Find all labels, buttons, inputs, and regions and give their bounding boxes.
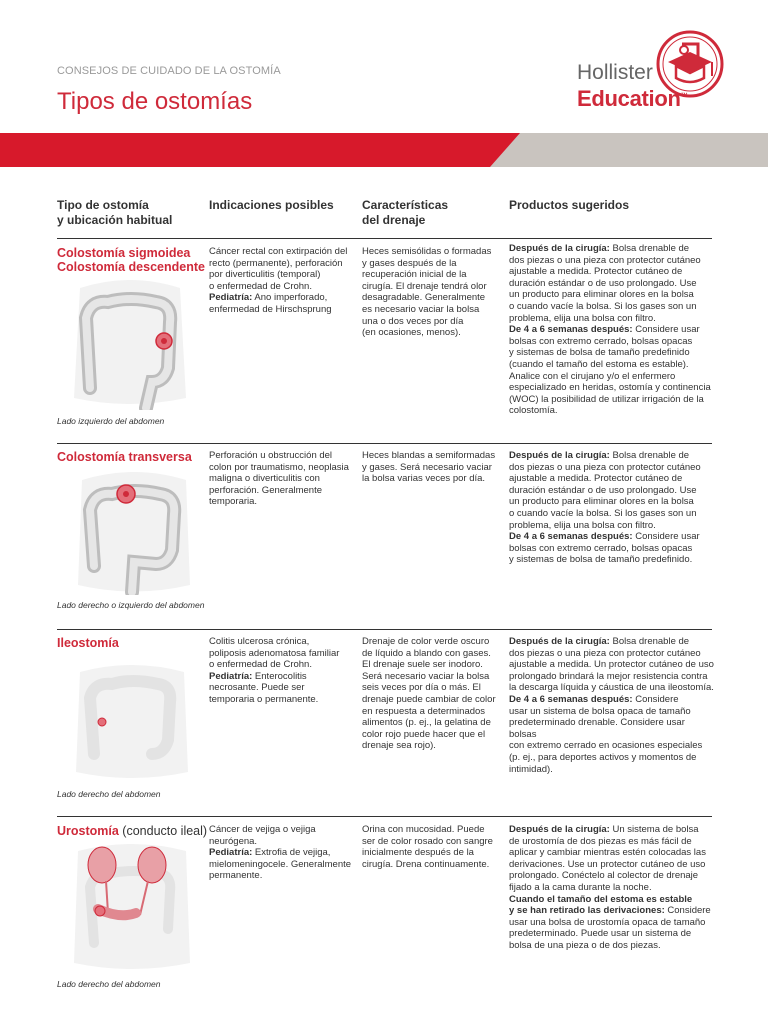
drainage-cell <box>362 636 502 752</box>
text-line <box>209 473 354 485</box>
text-line <box>209 836 354 848</box>
page-kicker: CONSEJOS DE CUIDADO DE LA OSTOMÍA <box>57 65 281 77</box>
line-text: problema, elija una bolsa con filtro. <box>509 312 656 324</box>
line-text: Considere usar <box>632 324 700 336</box>
line-text: necrosante. Puede ser <box>209 682 305 694</box>
line-text: mielomeningocele. Generalmente <box>209 858 352 870</box>
text-line <box>209 281 354 293</box>
line-text: usar un sistema de bolsa opaca de tamaño <box>509 705 691 717</box>
text-line: drenaje sea rojo). <box>362 740 436 752</box>
row-divider <box>57 443 712 444</box>
text-line <box>509 243 714 255</box>
text-line <box>509 836 714 848</box>
row-title-sigmoid: Colostomía sigmoidea Colostomía descendente <box>57 246 205 274</box>
text-line <box>209 870 354 882</box>
bold-lead: Pediatría: <box>209 670 253 682</box>
line-text: bolsas con extremo cerrado, bolsas opacas <box>509 542 693 554</box>
colon-icon <box>64 470 204 595</box>
text-line <box>209 682 354 694</box>
line-text: Ano imperforado, <box>252 292 328 304</box>
text-line <box>509 917 714 929</box>
text-line <box>509 882 714 894</box>
line-text: dos piezas o una pieza con protector cutáneo <box>509 461 701 473</box>
text-line: Heces semisólidas o formadas <box>362 246 492 257</box>
logo-text-hollister: Hollister <box>577 61 653 84</box>
line-text: maligna o diverticulitis con <box>209 473 320 485</box>
line-text: poliposis adenomatosa familiar <box>209 647 340 659</box>
bold-lead: Pediatría: <box>209 847 253 859</box>
line-text: intimidad). <box>509 763 553 775</box>
text-line <box>509 717 714 740</box>
text-line <box>209 269 354 281</box>
line-text: fijado a la cama durante la noche. <box>509 881 652 893</box>
text-line <box>509 648 714 660</box>
text-line <box>509 266 714 278</box>
text-line <box>509 301 714 313</box>
text-line: seis veces por día o más. El <box>362 682 481 694</box>
text-line: de líquido a blando con gases. <box>362 647 491 659</box>
bold-lead: De 4 a 6 semanas después: <box>509 324 633 336</box>
text-line <box>509 894 714 906</box>
logo-text-education: Education™ <box>577 86 688 111</box>
text-line: y gases después de la <box>362 257 457 269</box>
column-header-products: Productos sugeridos <box>509 198 630 212</box>
bold-lead: Pediatría: <box>209 292 253 304</box>
line-text: neurógena. <box>209 835 258 847</box>
line-text: colon por traumatismo, neoplasia <box>209 461 349 473</box>
line-text: especializado en heridas, ostomía y continencia <box>509 382 711 394</box>
column-header-type: Tipo de ostomía y ubicación habitual <box>57 198 173 227</box>
indications-cell <box>209 450 354 508</box>
text-line: es necesario vaciar la bolsa <box>362 303 480 315</box>
text-line <box>209 671 354 683</box>
line-text: Considere usar <box>632 531 700 543</box>
bold-lead: De 4 a 6 semanas después: <box>509 693 633 705</box>
line-text: dos piezas o una pieza con protector cutáneo <box>509 647 701 659</box>
text-line <box>509 289 714 301</box>
line-text: duración estándar o de uso prolongado. Use <box>509 277 697 289</box>
text-line <box>209 496 354 508</box>
line-text: (WOC) la posibilidad de utilizar irrigación de la <box>509 393 704 405</box>
text-line <box>509 682 714 694</box>
text-line <box>509 859 714 871</box>
text-line: desagradable. Generalmente <box>362 292 486 304</box>
text-line <box>509 278 714 290</box>
drainage-cell <box>362 450 502 485</box>
text-line <box>209 246 354 258</box>
text-line <box>509 405 714 417</box>
products-cell <box>509 824 714 952</box>
text-line <box>209 292 354 304</box>
products-cell <box>509 243 714 417</box>
line-text: prolongado. Conéctelo al colector de drenaje <box>509 870 699 882</box>
text-line: cirugía. El drenaje tendrá olor <box>362 280 487 292</box>
drainage-cell <box>362 824 502 870</box>
line-text: por diverticulitis (temporal) <box>209 269 321 281</box>
line-text: de urostomía de dos piezas es más fácil de <box>509 835 692 847</box>
line-text: Colitis ulcerosa crónica, <box>209 636 310 647</box>
text-line <box>509 371 714 383</box>
text-line: en respuesta a determinados <box>362 705 486 717</box>
row-divider <box>57 629 712 630</box>
text-line <box>509 636 714 648</box>
line-text: Bolsa drenable de <box>609 243 690 254</box>
kidney-icon <box>64 843 200 971</box>
line-text: Considere <box>664 905 711 917</box>
text-line <box>509 659 714 671</box>
row-divider <box>57 816 712 817</box>
text-line <box>509 671 714 683</box>
text-line <box>509 462 714 474</box>
line-text: Un sistema de bolsa <box>609 824 699 835</box>
text-line <box>509 324 714 336</box>
colon-icon <box>60 278 200 410</box>
text-line <box>509 543 714 555</box>
text-line <box>209 847 354 859</box>
line-text: Bolsa drenable de <box>609 636 690 647</box>
text-line: una o dos veces por día <box>362 315 464 327</box>
line-text: y sistemas de bolsa de tamaño predefinido. <box>509 554 693 566</box>
bold-lead: Después de la cirugía: <box>509 824 610 835</box>
text-line <box>509 382 714 394</box>
text-line: alimentos (p. ej., la gelatina de <box>362 717 491 729</box>
text-line <box>209 636 354 648</box>
text-line <box>509 740 714 752</box>
line-text: con extremo cerrado en ocasiones especiales <box>509 740 703 752</box>
bold-lead: Después de la cirugía: <box>509 243 610 254</box>
bold-lead: Después de la cirugía: <box>509 450 610 461</box>
small-intestine-icon <box>66 664 198 780</box>
text-line <box>209 824 354 836</box>
text-line <box>209 304 354 316</box>
line-text: problema, elija una bolsa con filtro. <box>509 519 656 531</box>
text-line <box>509 473 714 485</box>
line-text: ajustable a medida. Protector cutáneo de <box>509 266 683 278</box>
text-line <box>209 485 354 497</box>
text-line <box>509 508 714 520</box>
text-line: drenaje puede cambiar de color <box>362 693 496 705</box>
text-line <box>509 485 714 497</box>
line-text: recto (permanente), perforación <box>209 257 343 269</box>
text-line <box>509 554 714 566</box>
line-text: Perforación u obstrucción del <box>209 450 333 461</box>
text-line: color rojo puede hacer que el <box>362 728 486 740</box>
line-text: permanente. <box>209 870 263 882</box>
line-text: usar una bolsa de urostomía opaca de tamaño <box>509 916 706 928</box>
line-text: aplicar y cambiar mientras estén colocadas las <box>509 847 706 859</box>
line-text: o enfermedad de Crohn. <box>209 659 312 671</box>
line-text: (cuando el tamaño del estoma es estable). <box>509 358 689 370</box>
row-divider <box>57 238 712 239</box>
text-line: recuperación inicial de la <box>362 269 467 281</box>
text-line <box>509 255 714 267</box>
text-line <box>209 859 354 871</box>
text-line <box>209 450 354 462</box>
bold-lead: De 4 a 6 semanas después: <box>509 531 633 543</box>
text-line <box>509 520 714 532</box>
text-line: Drenaje de color verde oscuro <box>362 636 490 647</box>
bold-lead: Cuando el tamaño del estoma es estable <box>509 893 693 905</box>
text-line <box>509 752 714 764</box>
line-text: o cuando vacíe la bolsa. Si los gases son un <box>509 507 697 519</box>
row-caption: Lado izquierdo del abdomen <box>57 416 165 426</box>
text-line <box>509 928 714 940</box>
page-title: Tipos de ostomías <box>57 88 253 115</box>
text-line: El drenaje suele ser inodoro. <box>362 659 483 671</box>
text-line <box>509 824 714 836</box>
line-text: ajustable a medida. Protector cutáneo de <box>509 473 683 485</box>
text-line <box>209 694 354 706</box>
text-line <box>509 313 714 325</box>
line-text: predeterminado drenable. Considere usar bolsas <box>509 717 685 740</box>
line-text: o cuando vacíe la bolsa. Si los gases son un <box>509 300 697 312</box>
line-text: bolsas con extremo cerrado, bolsas opacas <box>509 335 693 347</box>
line-text: bolsa de una pieza o de dos piezas. <box>509 939 661 951</box>
line-text: ajustable a medida. Un protector cutáneo de uso <box>509 659 714 671</box>
line-text: Cáncer de vejiga o vejiga <box>209 824 316 835</box>
line-text: o enfermedad de Crohn. <box>209 280 312 292</box>
line-text: perforación. Generalmente <box>209 484 323 496</box>
line-text: Extrofia de vejiga, <box>252 847 331 859</box>
indications-cell <box>209 824 354 882</box>
line-text: Analice con el cirujano y/o el enfermero <box>509 370 676 382</box>
text-line <box>509 394 714 406</box>
drainage-cell <box>362 246 502 339</box>
line-text: un producto para eliminar olores en la bolsa <box>509 496 694 508</box>
products-cell <box>509 450 714 566</box>
line-text: temporaria o permanente. <box>209 693 319 705</box>
line-text: (p. ej., para deportes activos y momentos de <box>509 751 697 763</box>
text-line <box>509 905 714 917</box>
text-line: cirugía. Drena continuamente. <box>362 858 490 870</box>
text-line <box>509 764 714 776</box>
text-line <box>509 496 714 508</box>
row-caption: Lado derecho del abdomen <box>57 789 161 799</box>
bold-lead: Después de la cirugía: <box>509 636 610 647</box>
line-text: dos piezas o una pieza con protector cutáneo <box>509 254 701 266</box>
products-cell <box>509 636 714 775</box>
bold-lead: y se han retirado las derivaciones: <box>509 905 665 917</box>
text-line: Heces blandas a semiformadas <box>362 450 496 461</box>
text-line <box>209 648 354 660</box>
line-text: prolongado brindará la mejor resistencia contra <box>509 670 708 682</box>
text-line <box>509 940 714 952</box>
text-line: (en ocasiones, menos). <box>362 327 461 339</box>
text-line <box>509 870 714 882</box>
line-text: y sistemas de bolsa de tamaño predefinido <box>509 347 690 359</box>
indications-cell <box>209 246 354 316</box>
text-line: Será necesario vaciar la bolsa <box>362 670 490 682</box>
line-text: un producto para eliminar olores en la bolsa <box>509 289 694 301</box>
header-band <box>0 133 768 167</box>
line-text: colostomía. <box>509 405 558 417</box>
text-line <box>509 531 714 543</box>
row-title-ileostomy: Ileostomía <box>57 636 119 650</box>
line-text: Bolsa drenable de <box>609 450 690 461</box>
row-title-transverse: Colostomía transversa <box>57 450 192 464</box>
text-line <box>509 847 714 859</box>
text-line: la bolsa varias veces por día. <box>362 473 486 485</box>
line-text: Considere <box>632 693 679 705</box>
line-text: derivaciones. Use un protector cutáneo de uso <box>509 858 706 870</box>
text-line: ser de color rosado con sangre <box>362 835 493 847</box>
text-line <box>509 706 714 718</box>
column-header-drainage: Características del drenaje <box>362 198 449 227</box>
line-text: Enterocolitis <box>252 670 307 682</box>
line-text: duración estándar o de uso prolongado. Use <box>509 484 697 496</box>
row-caption: Lado derecho del abdomen <box>57 979 161 989</box>
row-title-urostomy: Urostomía (conducto ileal) <box>57 824 208 838</box>
text-line: y gases. Será necesario vaciar <box>362 461 492 473</box>
text-line <box>509 347 714 359</box>
column-header-indications: Indicaciones posibles <box>209 198 334 212</box>
text-line <box>509 359 714 371</box>
text-line <box>509 336 714 348</box>
line-text: enfermedad de Hirschsprung <box>209 303 332 315</box>
text-line <box>509 694 714 706</box>
text-line <box>509 450 714 462</box>
text-line: Orina con mucosidad. Puede <box>362 824 485 835</box>
text-line <box>209 462 354 474</box>
text-line: inicialmente después de la <box>362 847 474 859</box>
text-line <box>209 659 354 671</box>
row-caption: Lado derecho o izquierdo del abdomen <box>57 600 205 610</box>
line-text: la descarga líquida y cáustica de una ileostomía. <box>509 682 714 694</box>
line-text: predeterminado. Puede usar un sistema de <box>509 928 692 940</box>
hollister-education-logo <box>574 28 724 118</box>
line-text: temporaria. <box>209 496 258 508</box>
indications-cell <box>209 636 354 706</box>
text-line <box>209 258 354 270</box>
line-text: Cáncer rectal con extirpación del <box>209 246 348 257</box>
